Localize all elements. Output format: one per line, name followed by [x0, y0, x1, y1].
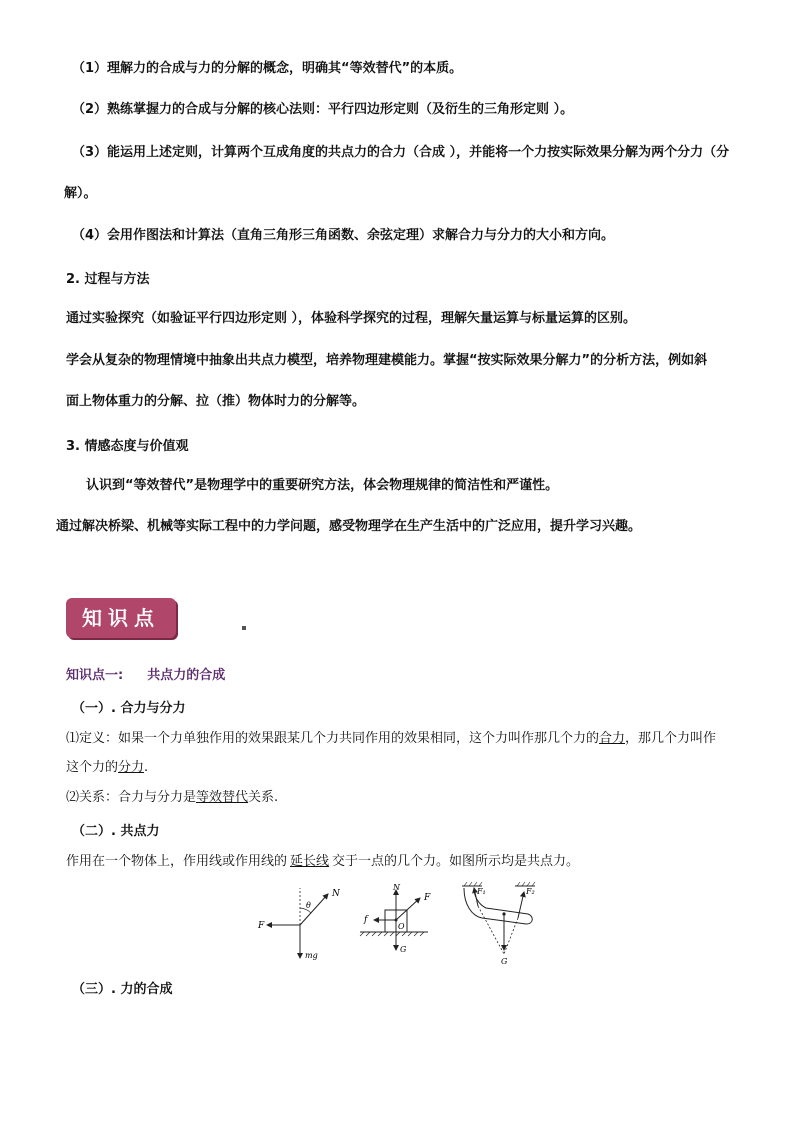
figure-1 [257, 888, 341, 960]
f2-label-N: N [393, 883, 400, 892]
knowledge-point-1 [66, 664, 249, 683]
def-term-resultant: 合力 [599, 731, 626, 746]
f3-dash-right [504, 918, 518, 954]
relation-line [66, 789, 278, 807]
kp1-label: 知识点一: [66, 668, 124, 683]
objective-1: （1）理解力的合成与力的分解的概念，明确其“等效替代”的本质。 [72, 61, 463, 76]
f3-label-F1: F₁ [477, 887, 486, 896]
definition-line-2 [66, 759, 148, 777]
f3-label-G: G [501, 957, 508, 965]
f3-object [464, 888, 532, 924]
def-text-c: 这个力的 [66, 760, 119, 775]
concurrent-force-line [66, 853, 579, 871]
cp-text-a: 作用在一个物体上，作用线或作用线的 [66, 854, 288, 869]
objective-3-cont: 解）。 [64, 186, 97, 201]
values-line-2: 通过解决桥梁、机械等实际工程中的力学问题，感受物理学在生产生活中的广泛应用，提升学习兴趣。 [56, 519, 642, 534]
f1-label-N: N [332, 889, 340, 899]
f1-label-F: F [258, 921, 265, 931]
sub-heading-1: （一）. 合力与分力 [72, 701, 186, 716]
objective-3: （3）能运用上述定则，计算两个互成角度的共点力的合力（合成 ），并能将一个力按实际效果分解为两个分力（分 [72, 145, 730, 160]
rel-text-a: ⑵关系：合力与分力是 [66, 790, 197, 805]
f2-force-F [396, 898, 420, 920]
banner-dot [242, 626, 246, 630]
values-line-1: 认识到“等效替代”是物理学中的重要研究方法，体会物理规律的简洁性和严谨性。 [86, 478, 559, 493]
f2-label-O: O [398, 922, 405, 931]
objective-2: （2）熟练掌握力的合成与分解的核心法则：平行四边形定则（及衍生的三角形定则 ）。 [72, 102, 574, 117]
process-line-3: 面上物体重力的分解、拉（推）物体时力的分解等。 [66, 394, 366, 409]
def-term-component: 分力 [118, 760, 145, 775]
rel-text-b: 关系. [248, 790, 279, 805]
section-banner [66, 598, 178, 638]
def-text-b: ，那几个力叫作 [625, 731, 717, 746]
objective-4: （4）会用作图法和计算法（直角三角形三角函数、余弦定理）求解合力与分力的大小和方向。 [72, 228, 615, 243]
f2-label-G: G [400, 945, 407, 954]
f3-label-F2: F₂ [526, 887, 535, 896]
f2-label-F: F [424, 893, 431, 903]
def-text-d: . [144, 760, 149, 775]
sub-heading-3: （三）. 力的合成 [72, 982, 173, 997]
f1-label-mg: mg [305, 951, 318, 960]
process-line-1: 通过实验探究（如验证平行四边形定则 ），体验科学探究的过程，理解矢量运算与标量运算的区别。 [66, 311, 637, 326]
sub-heading-2: （二）. 共点力 [72, 824, 160, 839]
definition-line-1 [66, 730, 716, 748]
process-heading: 2. 过程与方法 [66, 272, 150, 287]
f1-force-N [300, 894, 328, 925]
section-banner-title: 知识点 [82, 606, 160, 630]
f3-force-F2 [518, 892, 524, 918]
f3-center [502, 912, 505, 915]
kp1-title: 共点力的合成 [147, 668, 226, 683]
values-heading: 3. 情感态度与价值观 [66, 439, 189, 454]
concurrent-forces-figures [250, 880, 550, 965]
f2-ground-hatch [360, 932, 424, 936]
figure-3 [462, 882, 535, 965]
rel-term: 等效替代 [196, 790, 249, 805]
f2-label-f: f [364, 915, 368, 925]
def-text-a: ⑴定义：如果一个力单独作用的效果跟某几个力共同作用的效果相同，这个力叫作那几个力的 [66, 731, 600, 746]
f1-label-theta: θ [306, 901, 311, 910]
cp-text-b: 交于一点的几个力。如图所示均是共点力。 [332, 854, 580, 869]
figure-2 [360, 883, 431, 954]
process-line-2: 学会从复杂的物理情境中抽象出共点力模型，培养物理建模能力。掌握“按实际效果分解力”的分析方法，例如斜 [66, 353, 708, 368]
f3-dash-left [478, 906, 504, 954]
cp-term: 延长线 [290, 854, 330, 869]
